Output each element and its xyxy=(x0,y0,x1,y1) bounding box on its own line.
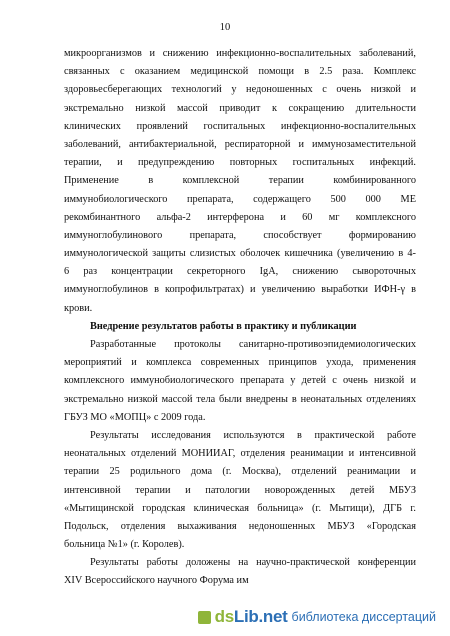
text-line: рекомбинантного альфа-2 интерферона и 60 мг комплексного xyxy=(64,211,416,223)
text-line: иммуноглобулинов в копрофильтратах) и увеличению выработки ИФН-γ в xyxy=(64,284,416,296)
watermark-badge-icon xyxy=(198,611,211,624)
text-line: экстремально низкой массой приводит к сокращению длительности xyxy=(64,102,416,114)
text-line: ГБУЗ МО «МОПЦ» с 2009 года. xyxy=(64,411,206,423)
text-line: Результаты исследования используются в практической работе xyxy=(90,429,416,441)
text-line: «Мытищинской городская клиническая больница» (г. Мытищи), ДГБ г. xyxy=(64,502,416,514)
watermark-logo xyxy=(215,607,288,627)
watermark-tagline: библиотека диссертаций xyxy=(291,610,436,624)
text-line: XIV Всероссийского научного Форума им xyxy=(64,575,249,587)
text-line: Результаты работы доложены на научно-практической конференции xyxy=(90,557,416,569)
watermark-logo-prefix: ds xyxy=(214,607,234,626)
text-line: комплексного иммунобиологического препарата у детей с очень низкой и xyxy=(64,375,416,387)
text-line: интенсивной терапии и патологии новорожденных детей МБУЗ xyxy=(64,484,416,496)
watermark-logo-main: Lib.net xyxy=(233,607,288,626)
text-line: крови. xyxy=(64,302,93,314)
text-line: Разработанные протоколы санитарно-противоэпидемиологических xyxy=(90,339,416,350)
text-line: терапии, и предупреждению повторных госпитальных инфекций. xyxy=(64,157,416,169)
watermark xyxy=(194,602,440,632)
text-line: неонатальных отделений МОНИИАГ, отделения реанимации и интенсивной xyxy=(64,448,416,460)
text-line: связанных с оказанием медицинской помощи в 2.5 раза. Комплекс xyxy=(64,66,416,78)
text-line: больница №1» (г. Королев). xyxy=(64,539,185,551)
text-line: заболеваний, антибактериальной, респираторной и иммунозаместительной xyxy=(64,138,416,150)
text-line: иммуноглобулинового препарата, способствует формированию xyxy=(64,229,416,241)
text-line: иммунологической защиты слизистых оболочек кишечника (увеличению в 4- xyxy=(64,248,416,260)
text-line: мероприятий и комплекса современных принципов ухода, применения xyxy=(64,357,416,369)
text-line: клинических проявлений госпитальных инфекционно-воспалительных xyxy=(64,120,416,132)
text-line: иммунобиологического препарата, содержащего 500 000 МЕ xyxy=(64,193,416,205)
page-number: 10 xyxy=(219,22,231,33)
text-line: 6 раз концентрации секреторного IgA, снижению сывороточных xyxy=(64,266,416,278)
text-line: экстремально низкой массой тела были внедрены в неонатальных отделениях xyxy=(64,393,416,405)
text-line: терапии 25 родильного дома (г. Москва), отделений реанимации и xyxy=(64,466,416,478)
document-body xyxy=(64,45,416,591)
text-line: здоровьесберегающих технологий у недоношенных с очень низкой и xyxy=(64,84,416,96)
text-line: Подольск, отделения выхаживания недоношенных МБУЗ «Городская xyxy=(64,520,416,532)
section-heading: Внедрение результатов работы в практику и публикации xyxy=(90,320,357,332)
text-line: Применение в комплексной терапии комбинированного xyxy=(64,175,416,187)
text-line: микроорганизмов и снижению инфекционно-воспалительных заболеваний, xyxy=(64,48,416,59)
